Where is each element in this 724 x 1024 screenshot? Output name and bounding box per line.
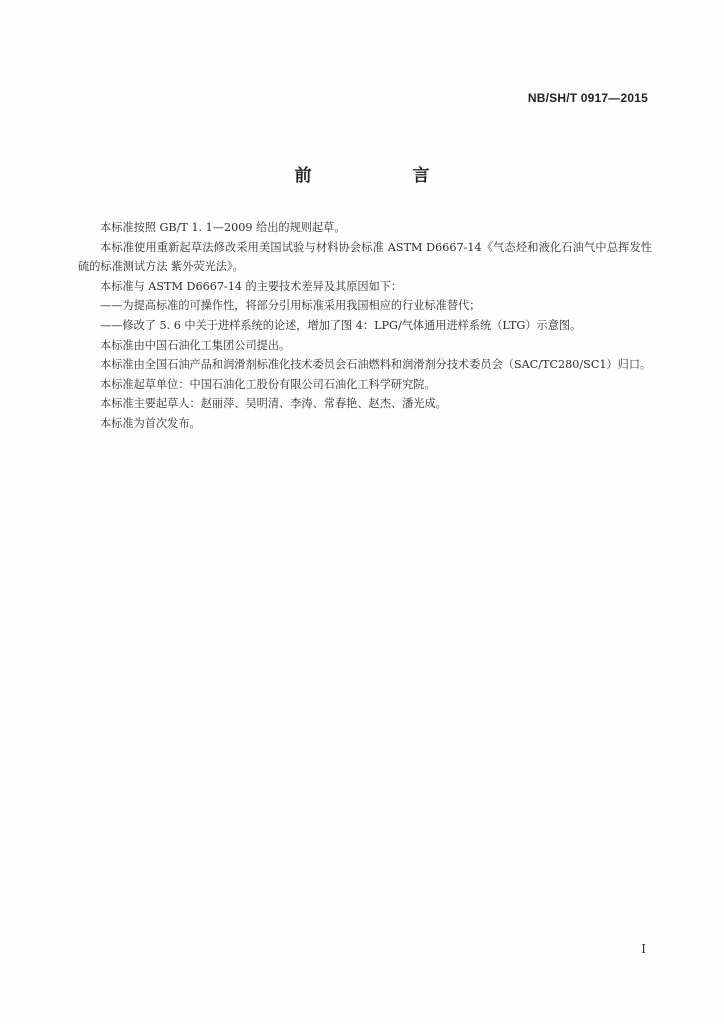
paragraph: 本标准由全国石油产品和润滑剂标准化技术委员会石油燃料和润滑剂分技术委员会（SAC/TC280/SC1）归口。	[100, 358, 652, 372]
paragraph: 本标准主要起草人：赵丽萍、吴明清、李涛、常春艳、赵杰、潘光成。	[100, 397, 447, 411]
standard-code: NB/SH/T 0917—2015	[527, 91, 648, 105]
page-number: I	[641, 942, 646, 956]
list-item: ——为提高标准的可操作性，将部分引用标准采用我国相应的行业标准替代；	[100, 299, 481, 313]
list-item: ——修改了 5. 6 中关于进样系统的论述，增加了图 4：LPG/气体通用进样系统（LTG）示意图。	[100, 318, 582, 332]
paragraph: 本标准使用重新起草法修改采用美国试验与材料协会标准 ASTM D6667-14《气态烃和液化石油气中总挥发性硫的标准测试方法 紫外荧光法》。	[78, 240, 652, 274]
page-title: 前 言	[294, 166, 472, 186]
paragraph: 本标准由中国石油化工集团公司提出。	[100, 338, 291, 352]
paragraph: 本标准按照 GB/T 1. 1—2009 给出的规则起草。	[100, 221, 346, 234]
paragraph: 本标准与 ASTM D6667-14 的主要技术差异及其原因如下：	[100, 279, 403, 293]
foreword-body	[78, 218, 652, 434]
paragraph: 本标准起草单位：中国石油化工股份有限公司石油化工科学研究院。	[100, 377, 436, 391]
paragraph: 本标准为首次发布。	[100, 416, 201, 430]
